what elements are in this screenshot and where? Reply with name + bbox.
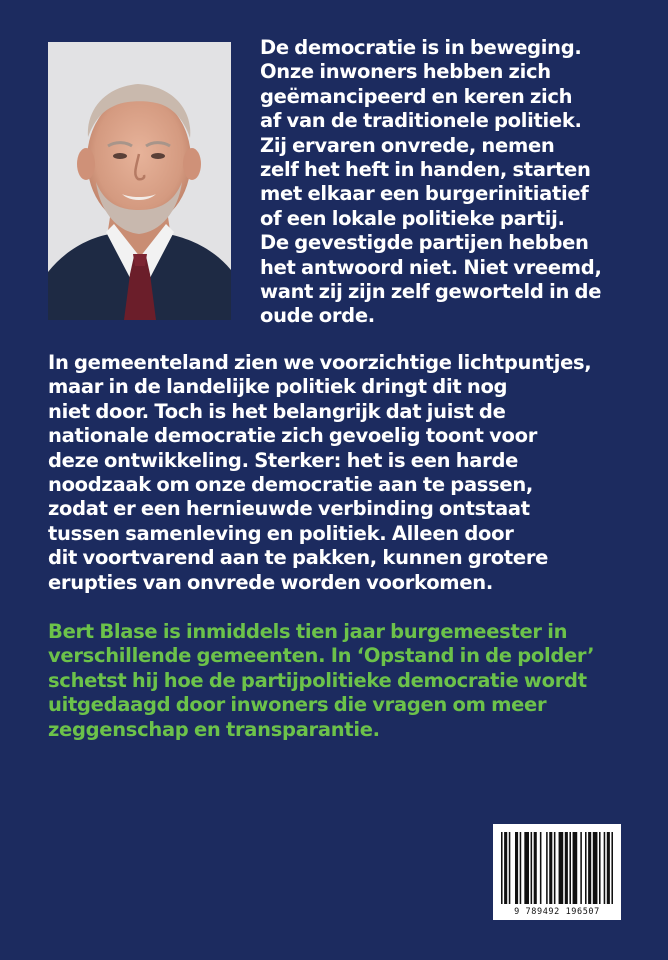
barcode-bar (524, 832, 529, 904)
intro-line: oude orde. (260, 304, 375, 328)
body-line: nationale democratie zich gevoelig toont voor (48, 424, 538, 448)
body-line: niet door. Toch is het belangrijk dat juist de (48, 399, 506, 423)
body-line: zodat er een hernieuwde verbinding ontstaat (48, 497, 530, 521)
body-line: In gemeenteland zien we voorzichtige lichtpuntjes, (48, 351, 592, 374)
barcode-bar (509, 832, 511, 904)
barcode-bar (549, 832, 552, 904)
barcode-bar (593, 832, 598, 904)
barcode-bar (599, 832, 601, 904)
barcode-bar (569, 832, 571, 904)
intro-line: want zij zijn zelf geworteld in de (260, 280, 602, 304)
blurb-line: uitgedaagd door inwoners die vragen om meer (48, 693, 547, 717)
barcode-bar (573, 832, 578, 904)
body-paragraph (48, 351, 648, 595)
barcode-bar (546, 832, 548, 904)
barcode-bar (515, 832, 518, 904)
barcode-bar (565, 832, 568, 904)
barcode-bar (504, 832, 507, 904)
intro-line: De gevestigde partijen hebben (260, 231, 589, 255)
barcode-bar (540, 832, 542, 904)
body-line: tussen samenleving en politiek. Alleen door (48, 521, 514, 545)
blurb-line: Bert Blase is inmiddels tien jaar burgemeester in (48, 620, 568, 643)
barcode-bar (534, 832, 537, 904)
barcode-bars (501, 832, 613, 904)
author-portrait-image (48, 42, 231, 320)
intro-line: het antwoord niet. Niet vreemd, (260, 255, 602, 279)
barcode-bar (531, 832, 533, 904)
author-blurb (48, 620, 648, 742)
barcode-bar (554, 832, 556, 904)
isbn-barcode (493, 824, 621, 920)
intro-line: geëmancipeerd en keren zich (260, 84, 573, 108)
author-photo (48, 42, 231, 320)
body-line: dit voortvarend aan te pakken, kunnen grotere (48, 546, 549, 570)
body-line: noodzaak om onze democratie aan te passen, (48, 473, 534, 497)
barcode-bar (604, 832, 606, 904)
barcode-bar (520, 832, 522, 904)
barcode-bar (559, 832, 564, 904)
intro-line: af van de traditionele politiek. (260, 109, 582, 133)
barcode-bar (588, 832, 591, 904)
barcode-bar (580, 832, 582, 904)
barcode-digits: 9 789492 196507 (514, 907, 600, 917)
intro-paragraph (260, 36, 652, 329)
body-line: erupties van onvrede worden voorkomen. (48, 570, 493, 594)
intro-line: De democratie is in beweging. (260, 36, 582, 59)
barcode-bar (607, 832, 610, 904)
body-line: maar in de landelijke politiek dringt dit nog (48, 375, 508, 399)
intro-line: Onze inwoners hebben zich (260, 60, 551, 84)
intro-line: met elkaar een burgerinitiatief (260, 182, 589, 206)
blurb-line: zeggenschap en transparantie. (48, 717, 380, 741)
intro-line: zelf het heft in handen, starten (260, 158, 591, 182)
barcode-bar (585, 832, 587, 904)
blurb-line: verschillende gemeenten. In ‘Opstand in de polder’ (48, 644, 595, 668)
blurb-line: schetst hij hoe de partijpolitieke democratie wordt (48, 668, 587, 692)
barcode-bar (611, 832, 613, 904)
barcode-bar (501, 832, 503, 904)
body-line: deze ontwikkeling. Sterker: het is een harde (48, 448, 519, 472)
intro-line: of een lokale politieke partij. (260, 206, 565, 230)
intro-line: Zij ervaren onvrede, nemen (260, 133, 555, 157)
